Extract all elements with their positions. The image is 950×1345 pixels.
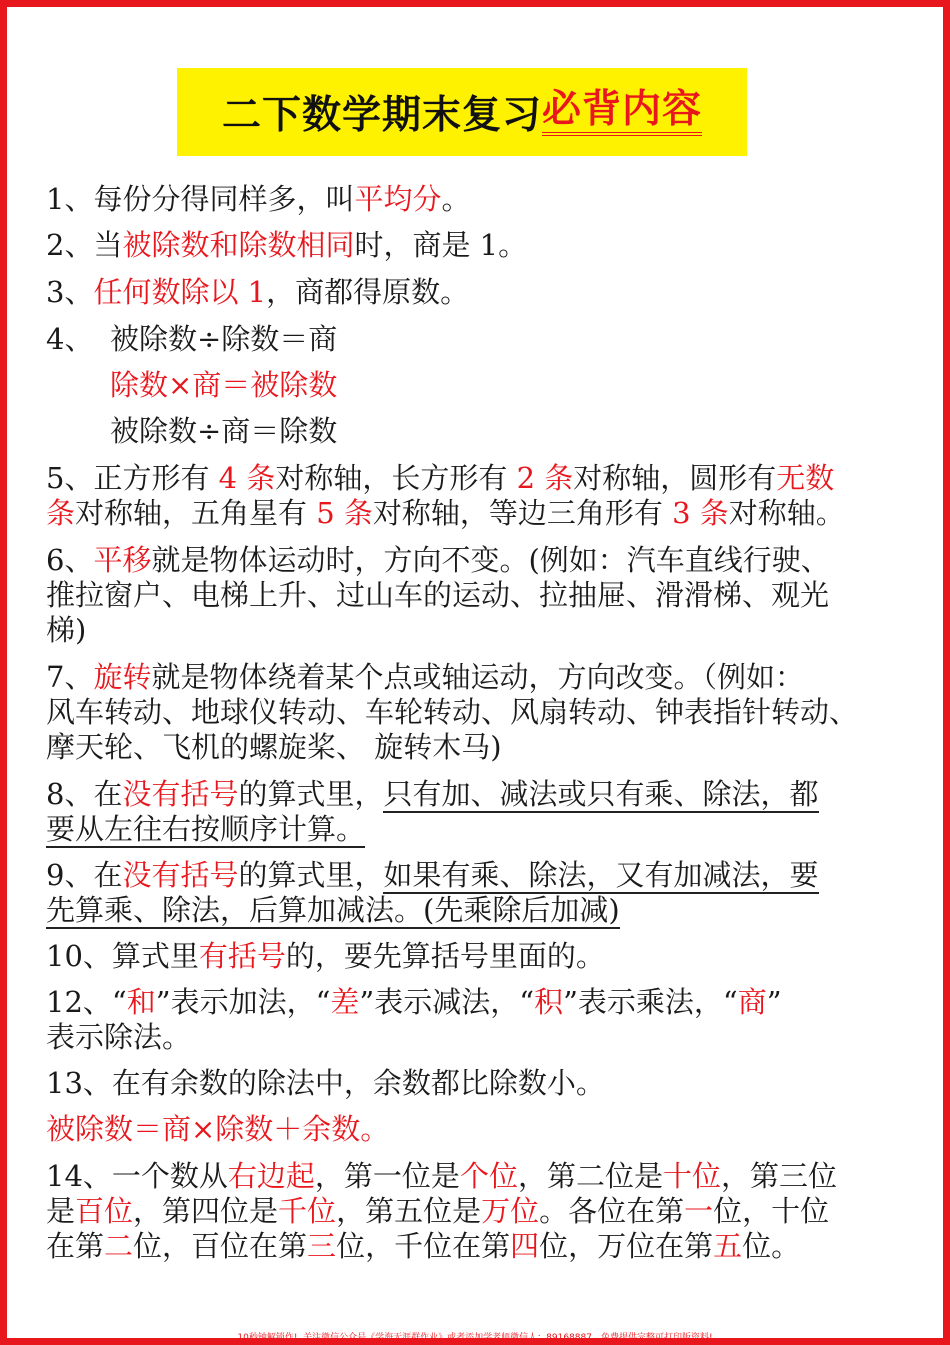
t: 就是物体绕着某个点或轴运动，方向改变。（例如： <box>151 660 804 694</box>
item-13 <box>46 1066 896 1101</box>
t: 的算式里， <box>238 777 384 811</box>
h: 万位 <box>481 1194 540 1228</box>
item-2-highlight: 被除数和除数相同 <box>122 228 355 262</box>
item-4 <box>46 322 896 448</box>
h: 条 <box>46 496 76 530</box>
item-12-line-1 <box>46 985 896 1020</box>
item-9-line-2: 先算乘、除法，后算加减法。(先乘除后加减) <box>46 893 620 927</box>
item-13-formula: 被除数＝商×除数＋余数。 <box>46 1112 390 1146</box>
item-13-line-1: 13、在有余数的除法中，余数都比除数小。 <box>46 1066 605 1100</box>
h: 4 条 <box>218 461 276 495</box>
item-5-line-2 <box>46 496 896 531</box>
item-3 <box>46 275 896 310</box>
item-14-line-1 <box>46 1159 896 1194</box>
item-14-line-2 <box>46 1194 896 1229</box>
t: ”表示加法，“ <box>155 985 331 1019</box>
t: 位，万位在第 <box>539 1229 714 1263</box>
t: 对称轴，圆形有 <box>573 461 777 495</box>
t: ”表示乘法，“ <box>563 985 738 1019</box>
t: 12、“ <box>46 985 127 1019</box>
h: 2 条 <box>516 461 574 495</box>
h: 商 <box>737 985 767 1019</box>
h: 个位 <box>459 1159 518 1193</box>
t: 位，百位在第 <box>133 1229 308 1263</box>
item-3-number: 3、 <box>46 275 94 309</box>
item-3-highlight: 任何数除以 1 <box>93 275 267 309</box>
h: 无数 <box>776 461 835 495</box>
h: 旋转 <box>93 660 152 694</box>
t: 就是物体运动时，方向不变。(例如：汽车直线行驶、 <box>151 543 830 577</box>
h: 没有括号 <box>122 858 239 892</box>
h: 5 条 <box>316 496 373 530</box>
h: 和 <box>126 985 156 1019</box>
item-2-text: 2、当 <box>46 228 123 262</box>
item-1-text: 1、每份分得同样多，叫 <box>46 182 355 216</box>
footer-note: 10秒钟解锁作!, 关注微信公众号《学海无涯群作业》或者添加学老师微信人：89168887，免费提供完整可打印版资料! <box>237 1333 713 1343</box>
t: ，第四位是 <box>133 1194 279 1228</box>
t: ，第五位是 <box>336 1194 482 1228</box>
title-black-part: 二下数学期末复习 <box>221 93 542 138</box>
item-2 <box>46 228 896 263</box>
item-14-line-3 <box>46 1229 896 1264</box>
t: 5、正方形有 <box>46 461 219 495</box>
t: 9、在 <box>46 858 123 892</box>
item-4-formula-2: 除数×商＝被除数 <box>110 368 338 402</box>
item-7-line-2: 风车转动、地球仪转动、车轮转动、风扇转动、钟表指针转动、 <box>46 695 859 729</box>
h: 没有括号 <box>122 777 239 811</box>
item-9-line-1 <box>46 858 896 893</box>
t: 位。 <box>742 1229 801 1263</box>
h: 十位 <box>662 1159 721 1193</box>
t: 6、 <box>46 543 94 577</box>
item-7-line-3: 摩天轮、飞机的螺旋桨、 旋转木马) <box>46 730 502 764</box>
h: 3 条 <box>672 496 729 530</box>
h: 一 <box>684 1194 714 1228</box>
h: 四 <box>510 1229 540 1263</box>
item-7 <box>46 660 896 765</box>
t: 对称轴，五角星有 <box>75 496 317 530</box>
t: ”表示减法，“ <box>359 985 535 1019</box>
item-1-end: 。 <box>441 182 471 216</box>
item-1 <box>46 182 896 217</box>
item-4-formula-3: 被除数÷商＝除数 <box>110 414 338 448</box>
item-6 <box>46 543 896 648</box>
t: 对称轴，长方形有 <box>275 461 517 495</box>
t: 。各位在第 <box>539 1194 685 1228</box>
h: 千位 <box>278 1194 337 1228</box>
u: 如果有乘、除法，又有加减法，要 <box>383 858 819 892</box>
t: 对称轴。 <box>728 496 845 530</box>
h: 差 <box>330 985 360 1019</box>
item-8-line-1 <box>46 777 896 812</box>
item-5-line-1 <box>46 461 896 496</box>
h: 五 <box>713 1229 743 1263</box>
item-14 <box>46 1159 896 1264</box>
h: 二 <box>104 1229 134 1263</box>
item-3-end: ，商都得原数。 <box>266 275 470 309</box>
item-6-line-1 <box>46 543 896 578</box>
t: 的算式里， <box>238 858 384 892</box>
t: 是 <box>46 1194 76 1228</box>
t: 10、算式里 <box>46 939 199 973</box>
h: 有括号 <box>198 939 286 973</box>
item-10 <box>46 939 896 974</box>
t: 位，千位在第 <box>336 1229 511 1263</box>
t: 在第 <box>46 1229 105 1263</box>
h: 右边起 <box>227 1159 315 1193</box>
item-4-formula-1: 被除数÷除数＝商 <box>110 322 338 356</box>
item-12 <box>46 985 896 1055</box>
item-7-line-1 <box>46 660 896 695</box>
t: 7、 <box>46 660 94 694</box>
item-6-line-3: 梯) <box>46 613 87 647</box>
item-8 <box>46 777 896 847</box>
item-5 <box>46 461 896 531</box>
t: 对称轴，等边三角形有 <box>372 496 673 530</box>
t: 位，十位 <box>713 1194 830 1228</box>
t: ，第一位是 <box>314 1159 460 1193</box>
title-red-part: 必背内容 <box>542 88 702 136</box>
t: ，第二位是 <box>517 1159 663 1193</box>
item-1-highlight: 平均分 <box>354 182 442 216</box>
t: 14、一个数从 <box>46 1159 228 1193</box>
item-9 <box>46 858 896 928</box>
item-4-number: 4、 <box>46 322 94 356</box>
t: ” <box>766 985 782 1019</box>
item-12-line-2: 表示除法。 <box>46 1020 192 1054</box>
item-6-line-2: 推拉窗户、电梯上升、过山车的运动、拉抽屉、滑滑梯、观光 <box>46 578 830 612</box>
h: 三 <box>307 1229 337 1263</box>
h: 平移 <box>93 543 152 577</box>
h: 积 <box>534 985 564 1019</box>
item-2-end: 时，商是 1。 <box>354 228 528 262</box>
h: 百位 <box>75 1194 134 1228</box>
t: 的，要先算括号里面的。 <box>285 939 605 973</box>
t: ，第三位 <box>720 1159 837 1193</box>
item-8-line-2: 要从左往右按顺序计算。 <box>46 812 366 846</box>
u: 只有加、减法或只有乘、除法，都 <box>383 777 819 811</box>
t: 8、在 <box>46 777 123 811</box>
page-title <box>177 68 747 156</box>
